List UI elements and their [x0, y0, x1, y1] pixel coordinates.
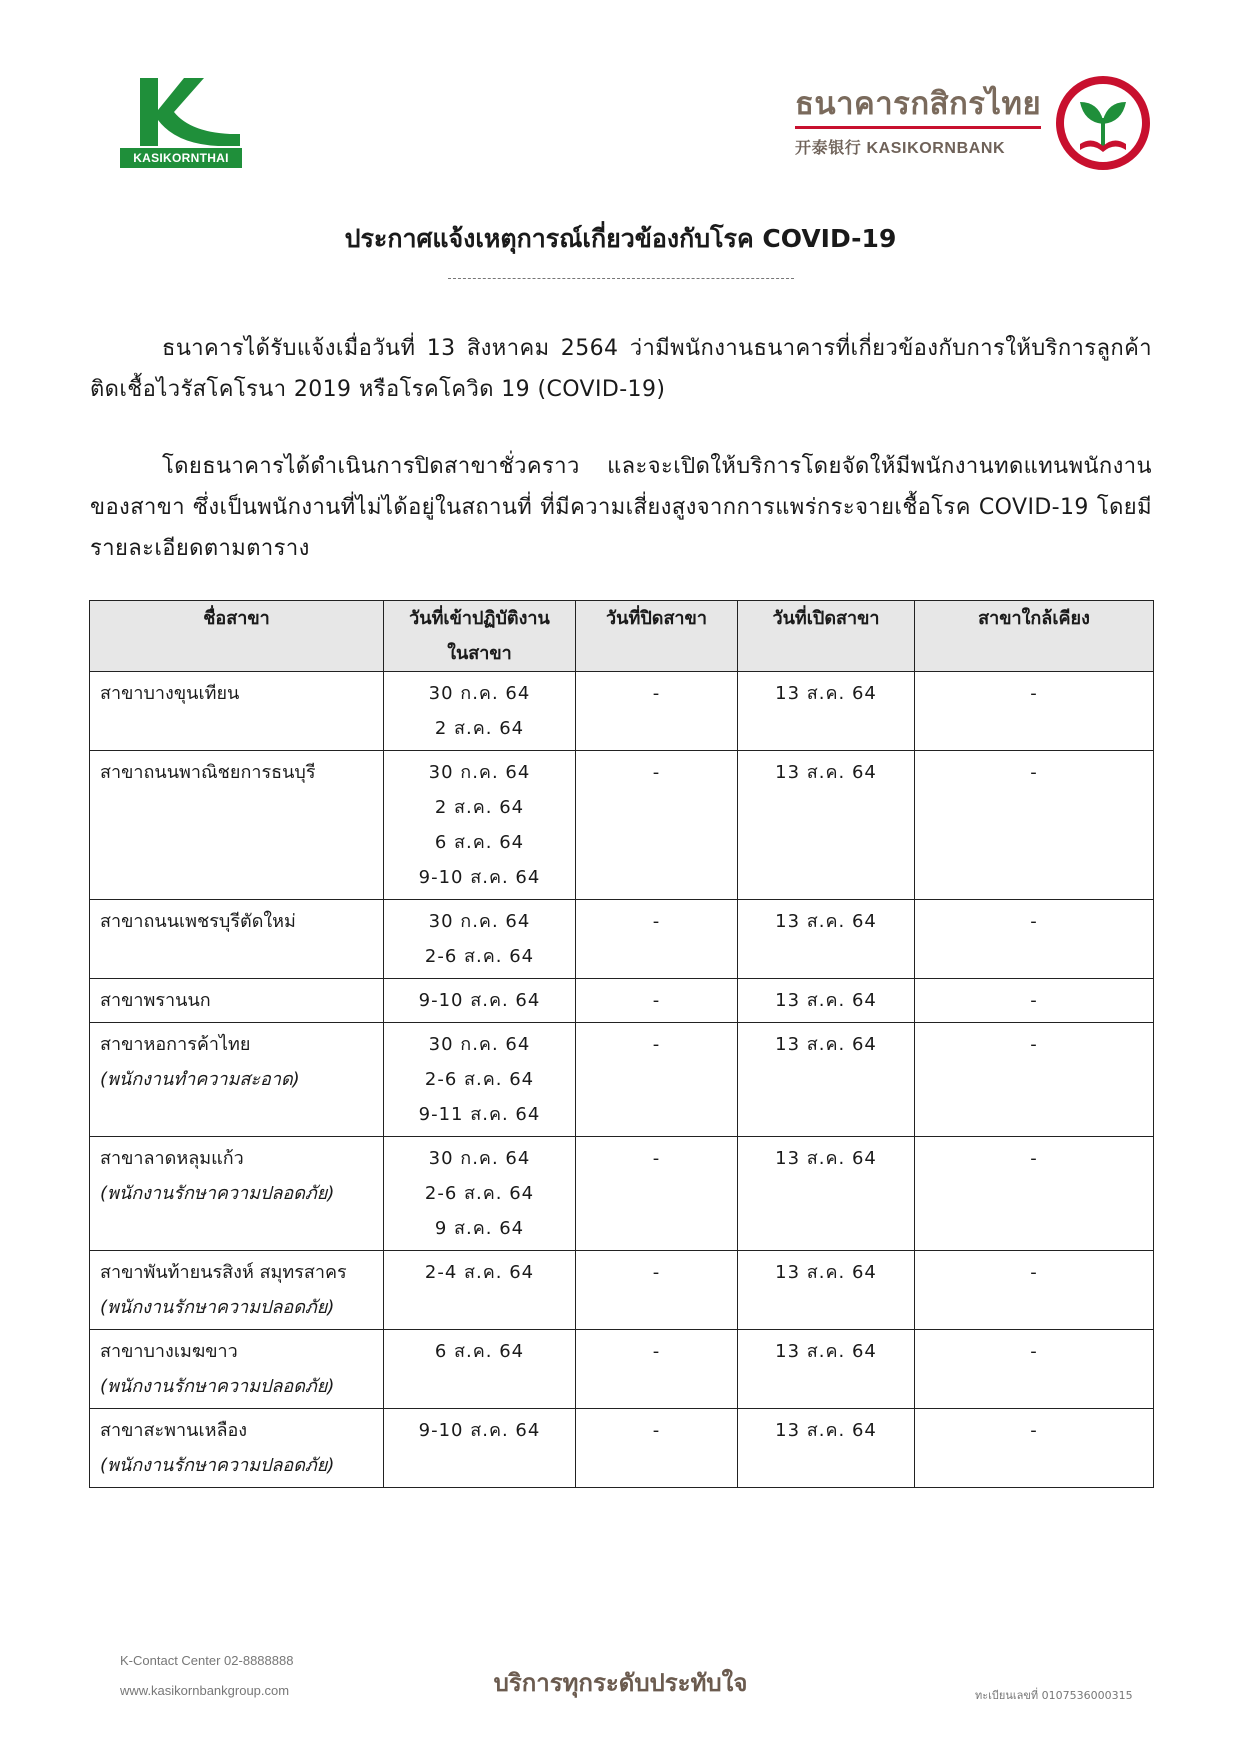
work-date: 30 ก.ค. 64: [428, 1148, 531, 1169]
announcement-title: ประกาศแจ้งเหตุการณ์เกี่ยวข้องกับโรค COVID-19: [344, 224, 897, 253]
work-date: 6 ส.ค. 64: [434, 832, 525, 853]
nearby-branch-cell: -: [915, 979, 1154, 1023]
branch-name: สาขาลาดหลุมแก้ว: [100, 1148, 244, 1169]
work-date: 9-11 ส.ค. 64: [418, 1104, 541, 1125]
paragraph-notice-text: ธนาคารได้รับแจ้งเมื่อวันที่ 13 สิงหาคม 2564 ว่ามีพนักงานธนาคารที่เกี่ยวข้องกับการให้บริการลูกค้า ติดเชื้อไวรัสโคโรนา 2019 หรือโรคโควิด 19 (COVID-19): [90, 336, 1152, 402]
branch-name: สาขาหอการค้าไทย: [100, 1034, 251, 1055]
title-divider: [448, 278, 794, 279]
website-link[interactable]: www.kasikornbankgroup.com: [120, 1683, 290, 1698]
closed-date-cell: -: [576, 1023, 738, 1137]
branch-name-cell: [90, 1409, 384, 1488]
table-header-row: [90, 601, 1154, 672]
work-date: 9-10 ส.ค. 64: [418, 1420, 541, 1441]
work-dates-cell: [384, 1330, 576, 1409]
work-dates-cell: [384, 1409, 576, 1488]
table-row: [90, 1023, 1154, 1137]
closed-date-cell: -: [576, 1409, 738, 1488]
opened-date-cell: 13 ส.ค. 64: [738, 1137, 915, 1251]
branch-name: สาขาบางขุนเทียน: [100, 683, 240, 704]
work-date: 2-6 ส.ค. 64: [424, 946, 535, 967]
nearby-branch-cell: -: [915, 1137, 1154, 1251]
opened-date-cell: 13 ส.ค. 64: [738, 672, 915, 751]
table-row: [90, 1409, 1154, 1488]
header-opened-date: วันที่เปิดสาขา: [738, 601, 915, 672]
header-work-dates: [384, 601, 576, 672]
opened-date-cell: 13 ส.ค. 64: [738, 751, 915, 900]
work-date: 2-6 ส.ค. 64: [424, 1183, 535, 1204]
work-date: 30 ก.ค. 64: [428, 911, 531, 932]
branch-name-cell: [90, 1137, 384, 1251]
contact-center: K-Contact Center 02-8888888: [120, 1653, 294, 1668]
wordmark-rule: [795, 126, 1041, 129]
branch-name: สาขาพรานนก: [100, 990, 211, 1011]
closed-date-cell: -: [576, 1251, 738, 1330]
opened-date-cell: 13 ส.ค. 64: [738, 1251, 915, 1330]
kasikornbank-thai-name: ธนาคารกสิกรไทย: [795, 86, 1042, 122]
branch-name-cell: [90, 1330, 384, 1409]
work-date: 2-6 ส.ค. 64: [424, 1069, 535, 1090]
work-dates-cell: [384, 751, 576, 900]
table-row: [90, 1330, 1154, 1409]
closed-date-cell: -: [576, 1330, 738, 1409]
paragraph-details: [90, 446, 1152, 569]
k-letter-icon: [118, 74, 246, 150]
paragraph-details-text: โดยธนาคารได้ดำเนินการปิดสาขาชั่วคราว และจะเปิดให้บริการโดยจัดให้มีพนักงานทดแทนพนักงานของสาขา ซึ่งเป็นพนักงานที่ไม่ได้อยู่ในสถานที่ ที่มีความเสี่ยงสูงจากการแพร่กระจายเชื้อโรค COVID-19 โดยมีรายละเอียดตามตาราง: [90, 454, 1152, 561]
work-dates-cell: [384, 672, 576, 751]
work-date: 30 ก.ค. 64: [428, 1034, 531, 1055]
header-work-dates-line2: ในสาขา: [447, 643, 512, 664]
nearby-branch-cell: -: [915, 1330, 1154, 1409]
closed-date-cell: -: [576, 900, 738, 979]
branch-name-cell: [90, 751, 384, 900]
branch-name: สาขาบางเมฆขาว: [100, 1341, 238, 1362]
paragraph-notice: [90, 328, 1152, 410]
header-nearby-branch: สาขาใกล้เคียง: [915, 601, 1154, 672]
branch-name-cell: [90, 672, 384, 751]
header-closed-date: วันที่ปิดสาขา: [576, 601, 738, 672]
branch-name-cell: [90, 1251, 384, 1330]
work-dates-cell: [384, 1251, 576, 1330]
work-date: 2 ส.ค. 64: [434, 718, 525, 739]
branch-name-cell: [90, 900, 384, 979]
closed-date-cell: -: [576, 979, 738, 1023]
branch-name: สาขาสะพานเหลือง: [100, 1420, 248, 1441]
table-row: [90, 900, 1154, 979]
work-dates-cell: [384, 900, 576, 979]
branch-table: [89, 600, 1154, 1488]
work-date: 9 ส.ค. 64: [434, 1218, 525, 1239]
nearby-branch-cell: -: [915, 1023, 1154, 1137]
work-dates-cell: [384, 1023, 576, 1137]
closed-date-cell: -: [576, 751, 738, 900]
branch-name-cell: [90, 979, 384, 1023]
table-row: [90, 672, 1154, 751]
opened-date-cell: 13 ส.ค. 64: [738, 1330, 915, 1409]
table-row: [90, 979, 1154, 1023]
branch-name: สาขาพันท้ายนรสิงห์ สมุทรสาคร: [100, 1262, 347, 1283]
table-row: [90, 1251, 1154, 1330]
opened-date-cell: 13 ส.ค. 64: [738, 1023, 915, 1137]
opened-date-cell: 13 ส.ค. 64: [738, 900, 915, 979]
work-date: 6 ส.ค. 64: [434, 1341, 525, 1362]
branch-staff-note: (พนักงานรักษาความปลอดภัย): [100, 1376, 335, 1397]
work-date: 2 ส.ค. 64: [434, 797, 525, 818]
branch-name: สาขาถนนเพชรบุรีตัดใหม่: [100, 911, 296, 932]
nearby-branch-cell: -: [915, 900, 1154, 979]
nearby-branch-cell: -: [915, 751, 1154, 900]
branch-staff-note: (พนักงานรักษาความปลอดภัย): [100, 1297, 335, 1318]
table-row: [90, 1137, 1154, 1251]
work-date: 30 ก.ค. 64: [428, 683, 531, 704]
closed-date-cell: -: [576, 1137, 738, 1251]
nearby-branch-cell: -: [915, 1251, 1154, 1330]
work-date: 2-4 ส.ค. 64: [424, 1262, 535, 1283]
closed-date-cell: -: [576, 672, 738, 751]
branch-name-cell: [90, 1023, 384, 1137]
branch-staff-note: (พนักงานรักษาความปลอดภัย): [100, 1455, 335, 1476]
nearby-branch-cell: -: [915, 1409, 1154, 1488]
work-dates-cell: [384, 979, 576, 1023]
kasikornbank-english-name: 开泰银行 KASIKORNBANK: [795, 140, 1006, 157]
kasikornbank-emblem-icon: [1054, 74, 1152, 172]
nearby-branch-cell: -: [915, 672, 1154, 751]
table-row: [90, 751, 1154, 900]
header-branch-name: ชื่อสาขา: [90, 601, 384, 672]
opened-date-cell: 13 ส.ค. 64: [738, 979, 915, 1023]
registration-number: ทะเบียนเลขที่ 0107536000315: [975, 1689, 1133, 1702]
header-work-dates-line1: วันที่เข้าปฏิบัติงาน: [409, 608, 550, 629]
kasikornthai-logo-text: KASIKORNTHAI: [120, 148, 242, 168]
branch-name: สาขาถนนพาณิชยการธนบุรี: [100, 762, 316, 783]
opened-date-cell: 13 ส.ค. 64: [738, 1409, 915, 1488]
work-date: 9-10 ส.ค. 64: [418, 990, 541, 1011]
work-dates-cell: [384, 1137, 576, 1251]
kasikornbank-wordmark: [795, 84, 1045, 158]
kasikornthai-logo: [118, 74, 246, 170]
work-date: 30 ก.ค. 64: [428, 762, 531, 783]
branch-staff-note: (พนักงานรักษาความปลอดภัย): [100, 1183, 335, 1204]
work-date: 9-10 ส.ค. 64: [418, 867, 541, 888]
footer-slogan: บริการทุกระดับประทับใจ: [493, 1669, 748, 1697]
branch-staff-note: (พนักงานทำความสะอาด): [100, 1069, 300, 1090]
